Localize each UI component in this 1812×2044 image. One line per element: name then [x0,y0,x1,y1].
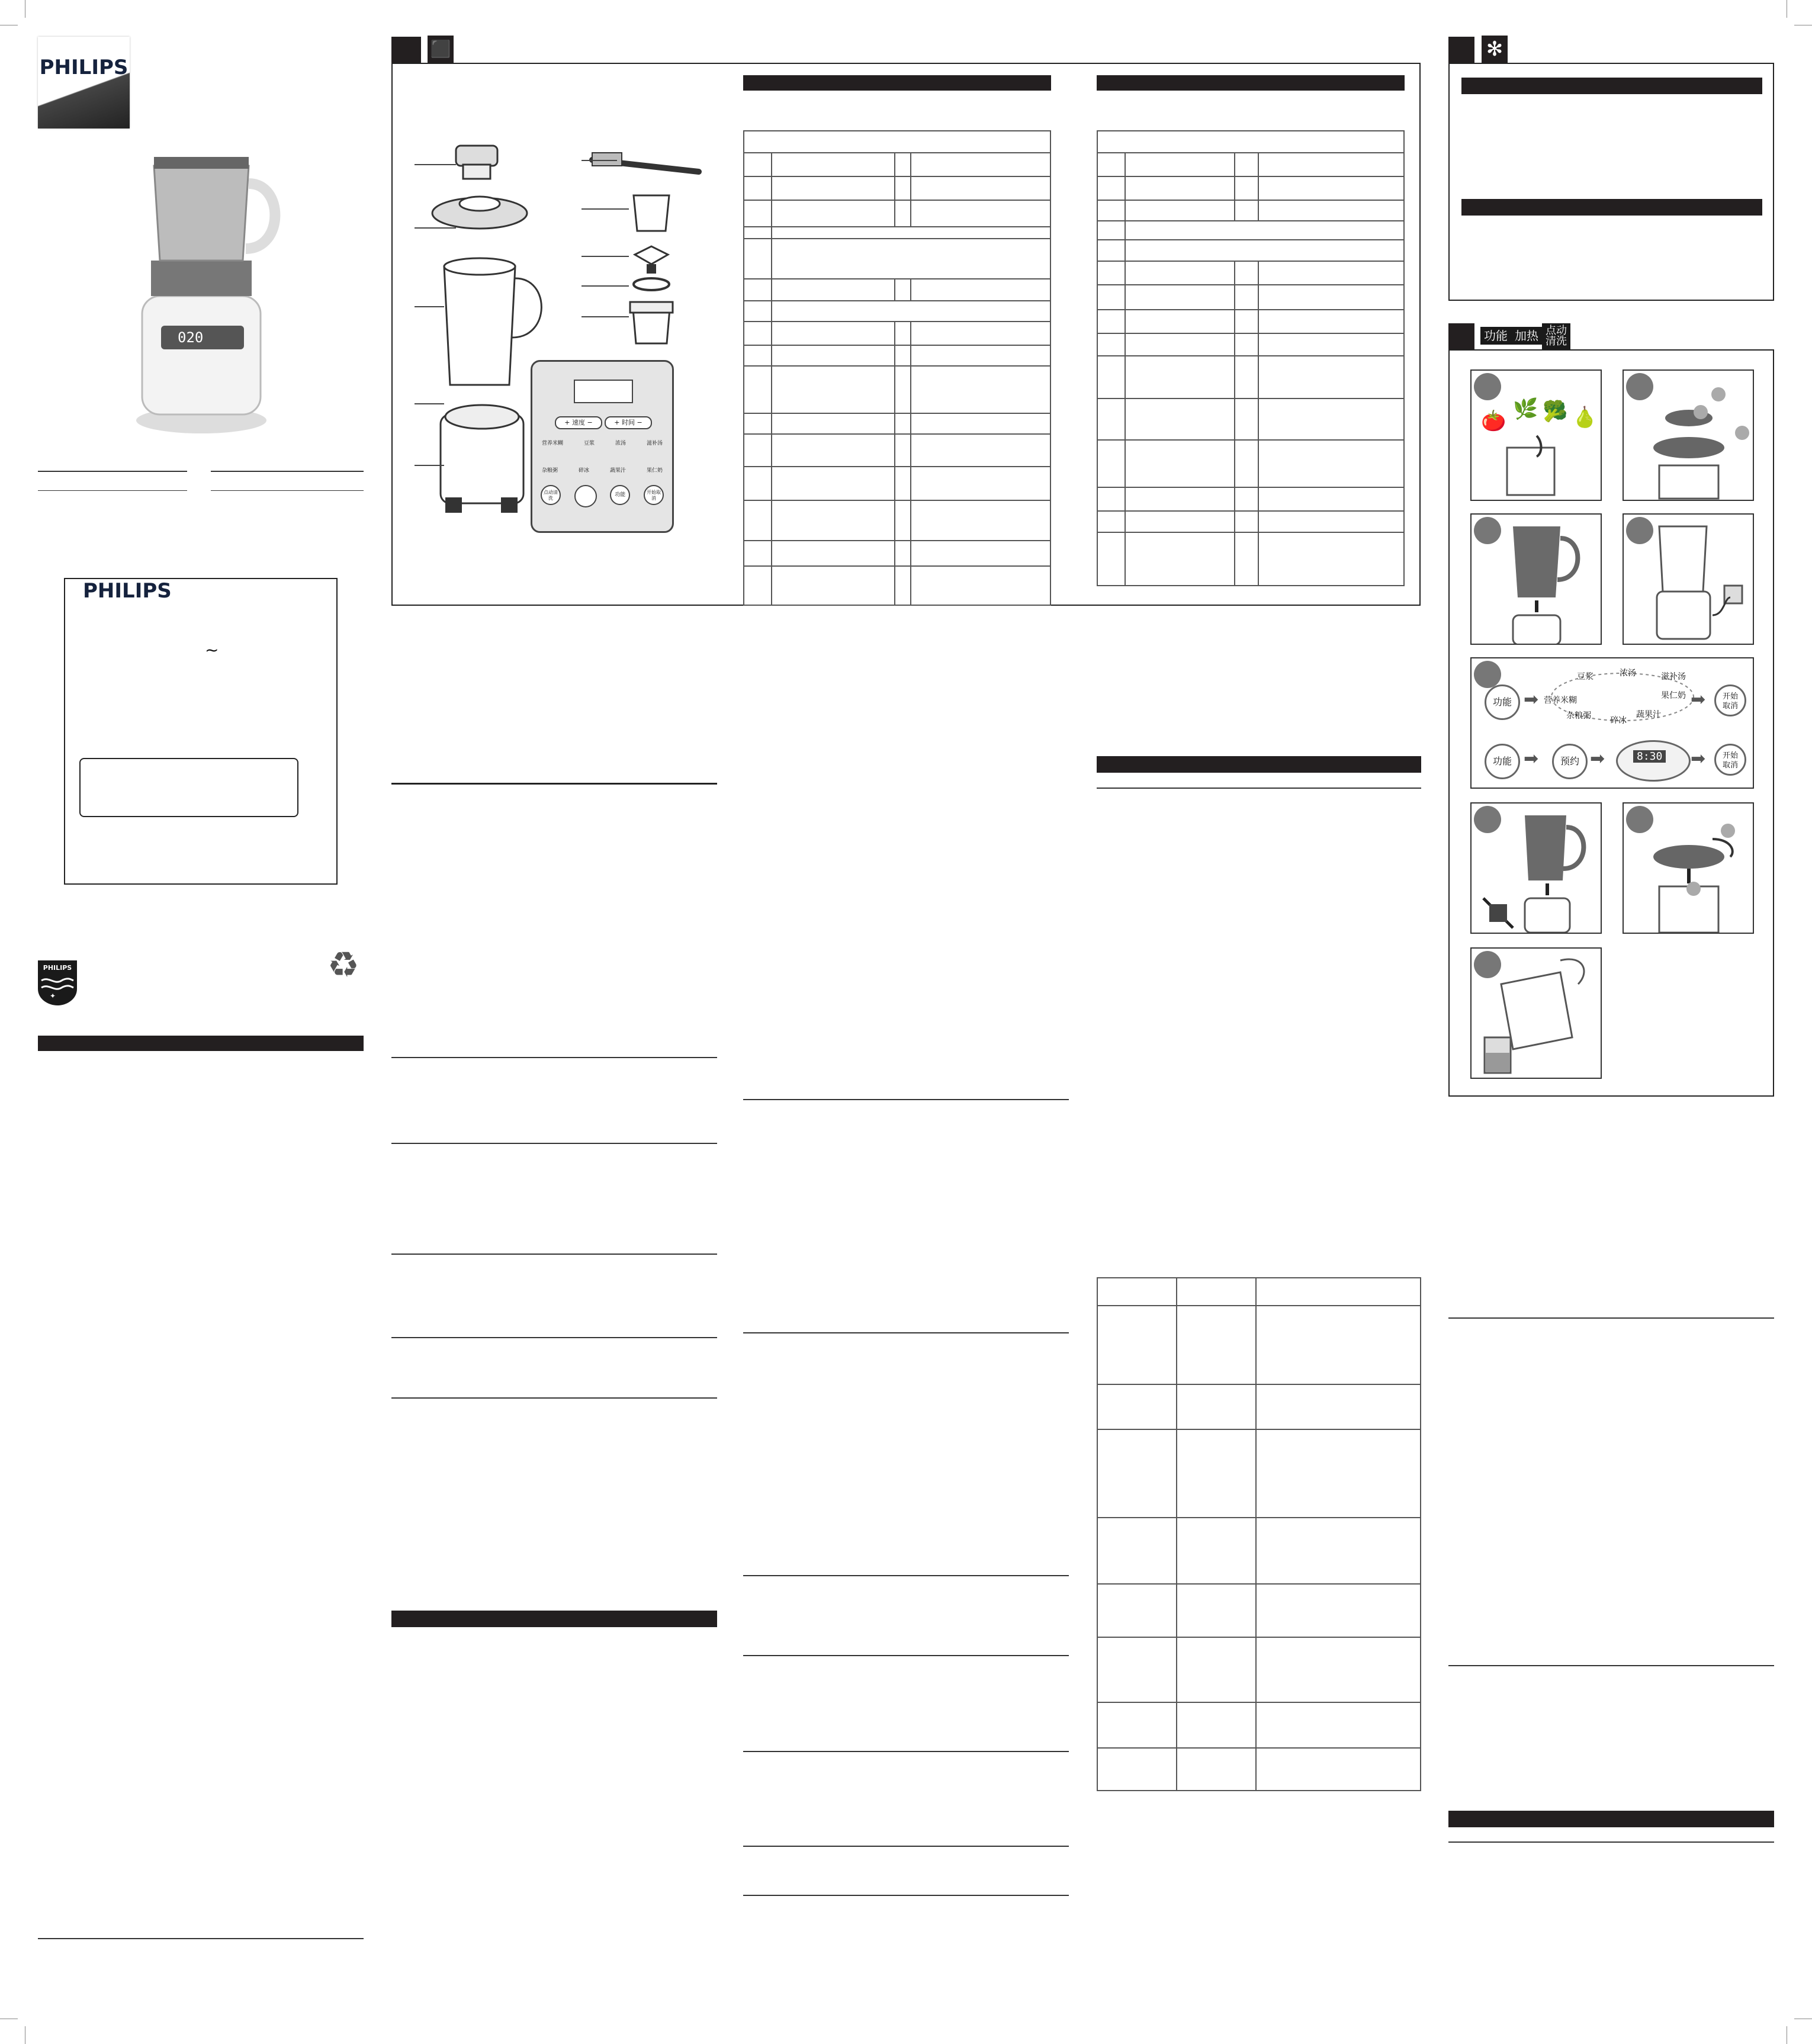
panel-display [574,380,633,403]
leader-line [415,306,444,307]
arrow-right-icon: ➡ [1691,689,1706,710]
step-panel-8 [1470,947,1602,1079]
svg-text:🌿: 🌿 [1513,397,1538,421]
mode-label[interactable]: 营养米糊 [542,441,564,446]
cover-logo-box [38,37,130,128]
cover-rule [211,471,364,472]
arrow-right-icon: ➡ [1524,748,1539,769]
section-rule [743,1655,1069,1656]
program-label: 营养米糊 [1544,696,1577,705]
cover-brand: PHILIPS [39,56,128,79]
step-panel-1 [1470,369,1602,501]
mode-label[interactable]: 豆浆 [583,441,595,446]
section-bar [1461,78,1762,94]
leader-line [415,403,444,404]
section-rule [743,1846,1069,1847]
section-rule [391,1143,717,1144]
heat-chip: 加热 [1511,327,1542,345]
function-button[interactable]: 功能 [610,485,630,505]
section-bar [1097,756,1421,773]
asterisk-icon: ✻ [1482,36,1508,63]
mode-label[interactable]: 浓汤 [615,441,626,446]
leader-line [581,208,629,210]
rating-inner-box [79,758,298,817]
section-rule [743,1751,1069,1752]
section-rule [391,1254,717,1255]
program-label: 豆浆 [1577,672,1593,682]
blank-button[interactable] [574,485,597,507]
program-label: 果仁奶 [1661,691,1686,700]
section-rule [391,783,717,785]
program-label: 蔬果汁 [1636,710,1661,719]
mode-label[interactable]: 杂粮粥 [542,468,558,474]
cover-rule [211,490,364,491]
section-rule [743,1575,1069,1576]
arrow-right-icon: ➡ [1590,748,1605,769]
svg-text:🍐: 🍐 [1572,406,1598,429]
tab-marker [391,37,421,63]
spec-table [743,130,1051,606]
arrow-right-icon: ➡ [1691,748,1706,769]
start-button-icon: 开始 取消 [1714,744,1746,776]
time-plus[interactable]: + [614,419,620,426]
program-label: 碎冰 [1610,716,1627,725]
blade-unit [635,246,668,274]
function-button-icon: 功能 [1485,744,1520,779]
start-cancel-button[interactable]: 开始取消 [644,485,664,505]
section-rule [391,1057,717,1058]
panel-buttons [541,485,664,507]
step-panel-4 [1623,513,1754,645]
section-bar [1448,1811,1774,1827]
speed-minus[interactable]: − [587,419,593,426]
overview-icon: ⬛ [428,36,454,63]
seal-ring [634,278,669,290]
section-bar [38,1036,364,1051]
program-label: 浓汤 [1620,669,1636,678]
spec-table [1097,130,1405,586]
mode-label[interactable]: 滋补汤 [646,441,663,446]
section-rule [391,1397,717,1399]
start-button-icon: 开始 取消 [1714,684,1746,716]
speed-plus[interactable]: + [564,419,570,426]
intro-frame [1448,63,1774,301]
section-rule [1448,1665,1774,1666]
leader-line [581,160,617,161]
step-panel-6 [1470,802,1602,934]
footer-rule [38,1938,364,1939]
svg-text:🥦: 🥦 [1543,400,1568,423]
section-rule [743,1332,1069,1333]
lid [432,197,527,229]
section-rule [743,1099,1069,1100]
jar [444,258,541,385]
display-text: 020 [178,329,204,346]
section-bar [391,1611,717,1627]
grinding-jar [630,302,673,343]
leader-line [415,465,444,466]
tab-marker [1448,37,1474,63]
section-bar [1461,199,1762,216]
cover-rule [38,471,187,472]
time-minus[interactable]: − [637,419,642,426]
section-rule [391,1337,717,1338]
leader-line [581,285,629,287]
time-control[interactable] [605,416,652,429]
section-rule [1448,1317,1774,1319]
program-label: 杂粮粥 [1566,711,1591,721]
section-bar [743,75,1051,91]
step-panel-3 [1470,513,1602,645]
shield-brand: PHILIPS [43,964,72,972]
step-panel-7 [1623,802,1754,934]
svg-text:🍅: 🍅 [1481,409,1506,433]
troubleshoot-table [1097,1277,1421,1791]
pulse-clean-button[interactable]: 点动清洗 [541,485,561,505]
tab-marker [1448,323,1474,349]
preset-time: 8:30 [1633,750,1666,763]
rating-label-box [64,578,338,885]
speed-control[interactable] [555,416,602,429]
mode-label[interactable]: 蔬果汁 [609,468,626,474]
mode-label[interactable]: 果仁奶 [646,468,663,474]
leader-line [581,316,629,317]
function-button-icon: 功能 [1485,684,1520,720]
leader-line [415,227,456,229]
cover-rule [38,490,187,491]
leader-line [415,164,456,165]
control-panel [531,360,674,533]
function-chip: 功能 [1480,327,1511,345]
rating-brand: PHILIPS [83,579,172,603]
pulse-clean-chip: 点动 清洗 [1542,323,1570,349]
preset-button-icon: 预约 [1552,744,1588,779]
preset-display [1616,740,1691,782]
recycle-icon: ♻ [327,944,359,986]
mode-row-bottom [542,466,663,474]
section-rule [1448,1841,1774,1843]
time-label: 时间 [622,419,635,426]
filter-cup [634,195,669,231]
section-rule [1097,788,1421,789]
step-panel-5 [1470,657,1754,789]
leader-line [581,256,629,257]
philips-shield-logo [37,959,78,1007]
measuring-cap [456,146,497,179]
step-number [1474,661,1501,688]
step-panel-2 [1623,369,1754,501]
cleaning-brush [592,153,699,172]
arrow-right-icon: ➡ [1524,689,1539,710]
svg-text:✦: ✦ [50,992,56,1000]
ac-symbol: ~ [205,640,219,660]
section-rule [743,1895,1069,1896]
section-bar [1097,75,1405,91]
program-label: 滋补汤 [1661,672,1686,682]
blender-product-image [118,148,284,438]
speed-label: 速度 [572,419,585,426]
mode-row-top [542,439,663,446]
mode-label[interactable]: 碎冰 [578,468,589,474]
base [441,405,523,513]
